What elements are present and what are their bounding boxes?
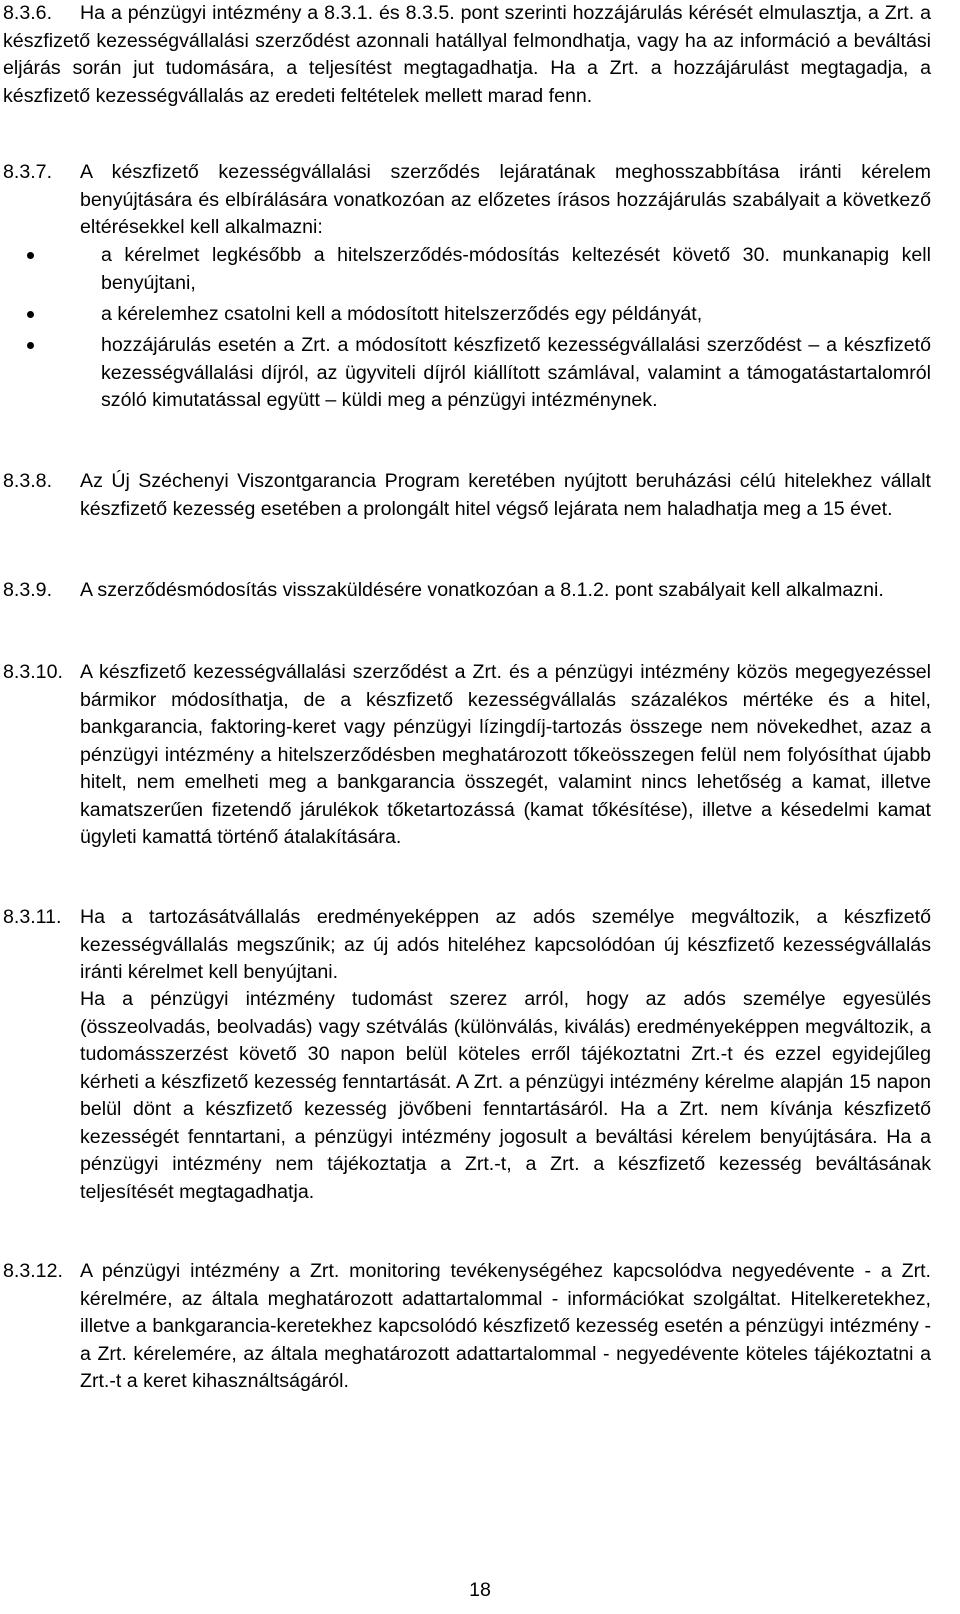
section-number: 8.3.6. [3,2,53,24]
section-text: A készfizető kezességvállalási szerződést a Zrt. és a pénzügyi intézmény közös megegyezéssel bármikor módosíthatja, de a készfizető kezességvállalás százalékos mértéke és a hitel, bankgarancia, faktoring-keret vagy pénzügyi lízingdíj-tartozás összege nem növekedhet, azaz a pénzügyi intézmény a hitelszerződésben meghatározott tőkeösszegen felül nem folyósíthat újabb hitelt, nem emelheti meg a bankgarancia összegét, valamint nincs lehetőség a kamat, illetve kamatszerűen fizetendő járulékok tőketartozássá (kamat tőkésítése), illetve a késedelmi kamat ügyleti kamattá történő átalakítására. [80,661,931,848]
section-number: 8.3.12. [3,1260,63,1282]
section-number: 8.3.8. [3,470,53,492]
section-text: A szerződésmódosítás visszaküldésére vonatkozóan a 8.1.2. pont szabályait kell alkalmazni. [80,579,884,601]
section-number: 8.3.7. [3,161,53,183]
bullet-icon [27,311,34,318]
bullet-icon [27,342,34,349]
list-item-text: a kérelemhez csatolni kell a módosított hitelszerződés egy példányát, [101,303,703,325]
section-text: Ha a tartozásátvállalás eredményeképpen az adós személye megváltozik, a készfizető kezességvállalás megszűnik; az új adós hiteléhez kapcsolódóan új készfizető kezességvállalás iránti kérelmet kell benyújtani. [80,906,931,983]
section-text: A készfizető kezességvállalási szerződés lejáratának meghosszabbítása iránti kérelem benyújtására és elbírálására vonatkozóan az előzetes írásos hozzájárulás szabályait a következő eltérésekkel kell alkalmazni: [80,161,931,238]
section-text: A pénzügyi intézmény a Zrt. monitoring tevékenységéhez kapcsolódva negyedévente - a Zrt. kérelmére, az általa meghatározott adattartalommal - információkat szolgáltat. Hitelkeretekhez, illetve a bankgarancia-keretekhez kapcsolódó készfizető kezesség esetén a pénzügyi intézmény - a Zrt. kérelemére, az általa meghatározott adattartalommal - negyedévente köteles tájékoztatni a Zrt.-t a keret kihasználtságáról. [80,1260,931,1392]
list-item-text: hozzájárulás esetén a Zrt. a módosított készfizető kezességvállalási szerződést – a készfizető kezességvállalási díjról, az ügyviteli díjról kiállított számlával, valamint a támogatástartalomról szóló kimutatással együtt – küldi meg a pénzügyi intézménynek. [101,334,931,411]
list-item-text: a kérelmet legkésőbb a hitelszerződés-módosítás keltezését követő 30. munkanapig kell benyújtani, [101,244,931,294]
section-number: 8.3.9. [3,579,53,601]
section-text-continued: Ha a pénzügyi intézmény tudomást szerez arról, hogy az adós személye egyesülés (összeolvadás, beolvadás) vagy szétválás (különválás, kiválás) eredményeképpen megváltozik, a tudomásszerzést követő 30 napon belül köteles erről tájékoztatni Zrt.-t és ezzel egyidejűleg kérheti a készfizető kezesség fenntartását. A Zrt. a pénzügyi intézmény kérelme alapján 15 napon belül dönt a készfizető kezesség jövőbeni fenntartásáról. Ha a Zrt. nem kívánja készfizető kezességét fenntartani, a pénzügyi intézmény jogosult a beváltási kérelem benyújtására. Ha a pénzügyi intézmény nem tájékoztatja a Zrt.-t, a Zrt. a készfizető kezesség beváltásának teljesítését megtagadhatja. [80,988,931,1203]
bullet-icon [27,252,34,259]
section-text: Ha a pénzügyi intézmény a 8.3.1. és 8.3.5. pont szerinti hozzájárulás kérését elmulasztja, a Zrt. a készfizető kezességvállalási szerződést azonnali hatállyal felmondhatja, vagy ha az információ a beváltási eljárás során jut tudomására, a teljesítést megtagadhatja. Ha a Zrt. a hozzájárulást megtagadja, a készfizető kezességvállalás az eredeti feltételek mellett marad fenn. [3,2,931,107]
section-text: Az Új Széchenyi Viszontgarancia Program keretében nyújtott beruházási célú hitelekhez vállalt készfizető kezesség esetében a prolongált hitel végső lejárata nem haladhatja meg a 15 évet. [80,470,931,520]
section-number: 8.3.11. [3,906,62,928]
page-number: 18 [469,1579,491,1601]
section-number: 8.3.10. [3,661,63,683]
